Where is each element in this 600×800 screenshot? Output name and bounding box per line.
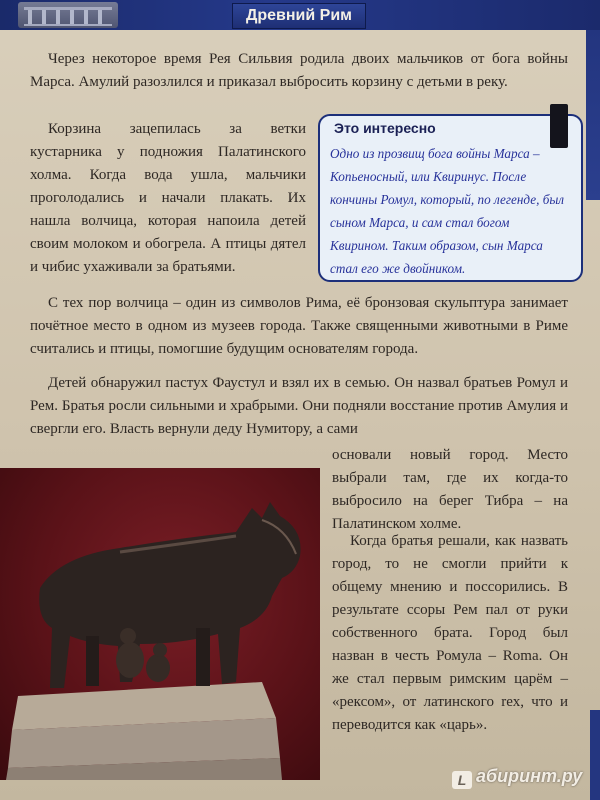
watermark-text: абиринт.ру: [476, 766, 583, 786]
paragraph-1: Через некоторое время Рея Сильвия родила двоих мальчиков от бога войны Марса. Амулий разозлился и приказал выбросить корзину с детьми в реку.: [30, 51, 568, 90]
callout-tab-icon: [550, 104, 568, 148]
labirint-logo-icon: L: [452, 771, 472, 789]
labirint-watermark: [452, 766, 582, 789]
paragraph-4: Детей обнаружил пастух Фаустул и взял их в семью. Он назвал братьев Ромул и Рем. Братья росли сильными и храбрыми. Они подняли восстание против Амулия и свергли его. Власть вернули деду Нумитору, а сами: [30, 375, 568, 437]
side-tab: [586, 30, 600, 200]
fun-fact-box: [318, 114, 583, 282]
she-wolf-statue-photo: [0, 468, 320, 780]
header-band: [0, 0, 600, 30]
side-tab-lower: [590, 710, 600, 800]
paragraph-5: Когда братья решали, как назвать город, то не смогли прийти к общему мнению и поссорились. В результате ссоры Рем пал от руки собственного брата. Город был назван в честь Ромула – Roma. Он же стал первым римским царём – «рексом», от латинского rех, что и переводится как «царь».: [332, 533, 568, 733]
fun-fact-title: Это интересно: [334, 120, 436, 136]
section-title: Древний Рим: [232, 3, 366, 29]
paragraph-2: Корзина зацепилась за ветки кустарника у подножия Палатинского холма. Когда вода ушла, мальчики проголодались и начали плакать. Их нашла волчица, которая напоила детей своим молоком и обогрела. А птицы дятел и чибис ухаживали за братьями.: [30, 121, 306, 275]
fun-fact-text: Одно из прозвищ бога войны Марса – Копьеносный, или Квиринус. После кончины Ромул, который, по легенде, был сыном Марса, и сам стал богом Квирином. Таким образом, сын Марса стал его же двойником.: [330, 146, 565, 276]
paragraph-4-continued: основали новый город. Место выбрали там, где их когда-то выбросило на берег Тибра – на Палатинском холме.: [332, 447, 568, 532]
paragraph-3: С тех пор волчица – один из символов Рима, её бронзовая скульптура занимает почётное место в одном из музеев города. Также священными животными в Риме считались и птицы, помогшие будущим основателям города.: [30, 295, 568, 357]
colonnade-ornament-icon: [18, 2, 118, 28]
